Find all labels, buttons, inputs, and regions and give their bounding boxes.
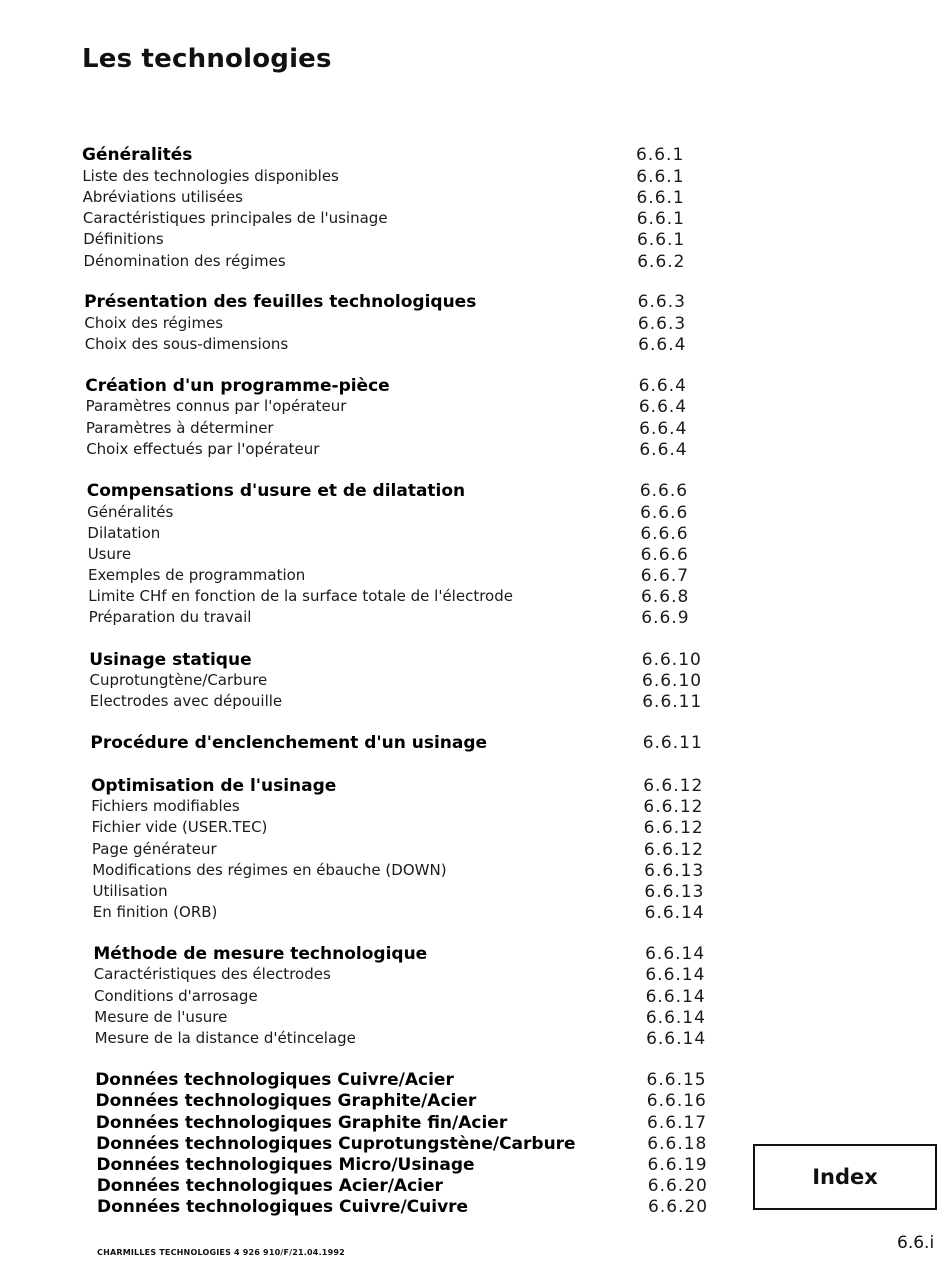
- toc-page-number: 6.6.20: [647, 1176, 708, 1196]
- toc-page-number: 6.6.13: [644, 861, 705, 881]
- toc-heading: [0, 376, 950, 398]
- toc-entry: [0, 524, 950, 546]
- toc-page-number: 6.6.1: [636, 188, 685, 208]
- toc-page-number: 6.6.10: [641, 650, 702, 670]
- page-title: Les technologies: [82, 44, 332, 74]
- toc-page-number: 6.6.3: [637, 314, 687, 334]
- toc-entry-label: Définitions: [83, 230, 164, 248]
- toc-heading-label: Création d'un programme-pièce: [85, 376, 390, 396]
- toc-entry: [0, 252, 950, 274]
- toc-heading: [0, 145, 950, 167]
- toc-page-number: 6.6.3: [637, 292, 686, 312]
- toc-page-number: 6.6.12: [643, 776, 704, 796]
- toc-entry-label: Exemples de programmation: [88, 566, 306, 584]
- toc-entry-label: Abréviations utilisées: [82, 188, 243, 206]
- toc-entry-label: Paramètres à déterminer: [85, 419, 274, 437]
- toc-entry-label: Caractéristiques des électrodes: [93, 965, 331, 983]
- footer: CHARMILLES TECHNOLOGIES 4 926 910/F/21.04.1992: [97, 1248, 345, 1257]
- toc-entry-label: Utilisation: [92, 882, 168, 900]
- toc-page-number: 6.6.7: [640, 566, 690, 586]
- toc-heading-label: Données technologiques Cuivre/Acier: [95, 1070, 454, 1090]
- toc-entry: [0, 987, 950, 1009]
- toc-entry: [0, 167, 950, 189]
- toc-page-number: 6.6.4: [638, 376, 687, 396]
- toc-page-number: 6.6.12: [643, 840, 704, 860]
- toc-page-number: 6.6.1: [636, 145, 685, 165]
- toc-page-number: 6.6.11: [642, 733, 703, 753]
- toc-entry: [0, 903, 950, 925]
- toc-heading-label: Données technologiques Graphite/Acier: [95, 1091, 477, 1111]
- toc-heading-label: Présentation des feuilles technologiques: [84, 292, 477, 312]
- toc-page-number: 6.6.13: [644, 882, 705, 902]
- toc-entry-label: Choix effectués par l'opérateur: [86, 440, 320, 458]
- toc-page-number: 6.6.6: [639, 481, 689, 501]
- toc-entry: [0, 818, 950, 840]
- toc-page-number: 6.6.14: [645, 965, 706, 985]
- toc-heading-label: Compensations d'usure et de dilatation: [86, 481, 466, 501]
- toc-page-number: 6.6.16: [646, 1091, 707, 1111]
- toc-entry-label: Liste des technologies disponibles: [82, 167, 339, 185]
- toc-entry: [0, 314, 950, 336]
- toc-heading-label: Données technologiques Acier/Acier: [96, 1176, 443, 1196]
- toc-page-number: 6.6.18: [647, 1134, 708, 1154]
- toc-heading: [0, 944, 950, 966]
- toc-entry: [0, 440, 950, 462]
- toc-entry-label: Dénomination des régimes: [83, 252, 286, 270]
- toc-entry-label: Choix des régimes: [84, 314, 224, 332]
- toc-heading: [0, 776, 950, 798]
- toc-heading-label: Optimisation de l'usinage: [90, 776, 337, 796]
- toc-heading-label: Méthode de mesure technologique: [93, 944, 428, 964]
- toc-entry: [0, 566, 950, 588]
- toc-page-number: 6.6.1: [636, 230, 686, 250]
- toc-page-number: 6.6.14: [644, 903, 705, 923]
- toc-heading-label: Généralités: [82, 145, 193, 165]
- toc-entry: [0, 209, 950, 231]
- toc-page-number: 6.6.8: [641, 587, 690, 607]
- toc-page-number: 6.6.14: [646, 1029, 707, 1049]
- toc-entry-label: Paramètres connus par l'opérateur: [85, 397, 347, 415]
- toc-page-number: 6.6.10: [642, 671, 703, 691]
- toc-page-number: 6.6.19: [647, 1155, 708, 1175]
- toc-heading-label: Usinage statique: [89, 650, 252, 670]
- toc-heading-label: Données technologiques Micro/Usinage: [96, 1155, 475, 1175]
- toc-page-number: 6.6.14: [645, 1008, 706, 1028]
- toc-page-number: 6.6.1: [636, 209, 685, 229]
- toc-entry-label: Choix des sous-dimensions: [84, 335, 289, 353]
- toc-page-number: 6.6.15: [646, 1070, 707, 1090]
- toc-entry-label: Limite CHf en fonction de la surface totale de l'électrode: [88, 587, 513, 605]
- toc-entry: [0, 797, 950, 819]
- toc-entry: [0, 861, 950, 883]
- toc-entry-label: Fichier vide (USER.TEC): [91, 818, 268, 836]
- toc-entry-label: Préparation du travail: [88, 608, 252, 626]
- toc-entry-label: Usure: [87, 545, 132, 563]
- toc-entry-label: Fichiers modifiables: [91, 797, 240, 815]
- toc-entry-label: Cuprotungtène/Carbure: [89, 671, 268, 689]
- toc-entry: [0, 1008, 950, 1030]
- toc-page-number: 6.6.1: [636, 167, 685, 187]
- toc-entry: [0, 965, 950, 987]
- toc-page-number: 6.6.12: [643, 797, 704, 817]
- toc-page-number: 6.6.14: [645, 944, 706, 964]
- toc-page-number: 6.6.17: [647, 1113, 708, 1133]
- toc-page-number: 6.6.4: [639, 440, 688, 460]
- toc-entry-label: Modifications des régimes en ébauche (DOWN): [92, 861, 447, 879]
- toc-page-number: 6.6.6: [640, 524, 689, 544]
- toc-page-number: 6.6.12: [643, 818, 704, 838]
- toc-page-number: 6.6.6: [640, 545, 689, 565]
- toc-page-number: 6.6.6: [640, 503, 689, 523]
- toc-entry-label: Caractéristiques principales de l'usinage: [82, 209, 388, 227]
- toc-heading: [0, 292, 950, 314]
- toc-heading: [0, 650, 950, 672]
- toc-entry: [0, 671, 950, 693]
- toc-heading: [0, 481, 950, 503]
- toc-page-number: 6.6.14: [645, 987, 706, 1007]
- toc-entry: [0, 1029, 950, 1051]
- toc-entry-label: Dilatation: [87, 524, 161, 542]
- toc-heading: [0, 1113, 950, 1135]
- toc-page-number: 6.6.11: [642, 692, 703, 712]
- toc-entry-label: Mesure de la distance d'étincelage: [94, 1029, 356, 1047]
- toc-entry: [0, 503, 950, 525]
- toc-entry-label: Page générateur: [91, 840, 217, 858]
- toc-heading: [0, 1070, 950, 1092]
- toc-page-number: 6.6.2: [637, 252, 686, 272]
- toc-entry: [0, 335, 950, 357]
- toc-entry-label: Généralités: [87, 503, 174, 521]
- toc-heading-label: Données technologiques Cuprotungstène/Carbure: [96, 1134, 576, 1154]
- toc-page-number: 6.6.4: [639, 419, 688, 439]
- toc-entry: [0, 545, 950, 567]
- toc-entry: [0, 188, 950, 210]
- toc-entry: [0, 397, 950, 419]
- toc-entry-label: Mesure de l'usure: [94, 1008, 228, 1026]
- index-box: Index: [753, 1144, 937, 1210]
- toc-page-number: 6.6.4: [638, 335, 687, 355]
- toc-entry-label: En finition (ORB): [92, 903, 218, 921]
- toc-page-number: 6.6.4: [638, 397, 688, 417]
- toc-entry: [0, 587, 950, 609]
- toc-heading-label: Procédure d'enclenchement d'un usinage: [90, 733, 488, 753]
- toc-heading-label: Données technologiques Graphite fin/Acier: [95, 1113, 508, 1133]
- toc-entry: [0, 419, 950, 441]
- toc-entry: [0, 230, 950, 252]
- toc-entry: [0, 882, 950, 904]
- toc-page-number: 6.6.20: [648, 1197, 709, 1217]
- toc-page-number: 6.6.9: [641, 608, 690, 628]
- toc-entry: [0, 692, 950, 714]
- toc-heading: [0, 733, 950, 755]
- toc-heading: [0, 1091, 950, 1113]
- toc-entry: [0, 608, 950, 630]
- toc-entry: [0, 840, 950, 862]
- page-number: 6.6.i: [897, 1233, 935, 1253]
- toc-entry-label: Electrodes avec dépouille: [89, 692, 283, 710]
- toc-heading-label: Données technologiques Cuivre/Cuivre: [97, 1197, 469, 1217]
- toc-entry-label: Conditions d'arrosage: [94, 987, 258, 1005]
